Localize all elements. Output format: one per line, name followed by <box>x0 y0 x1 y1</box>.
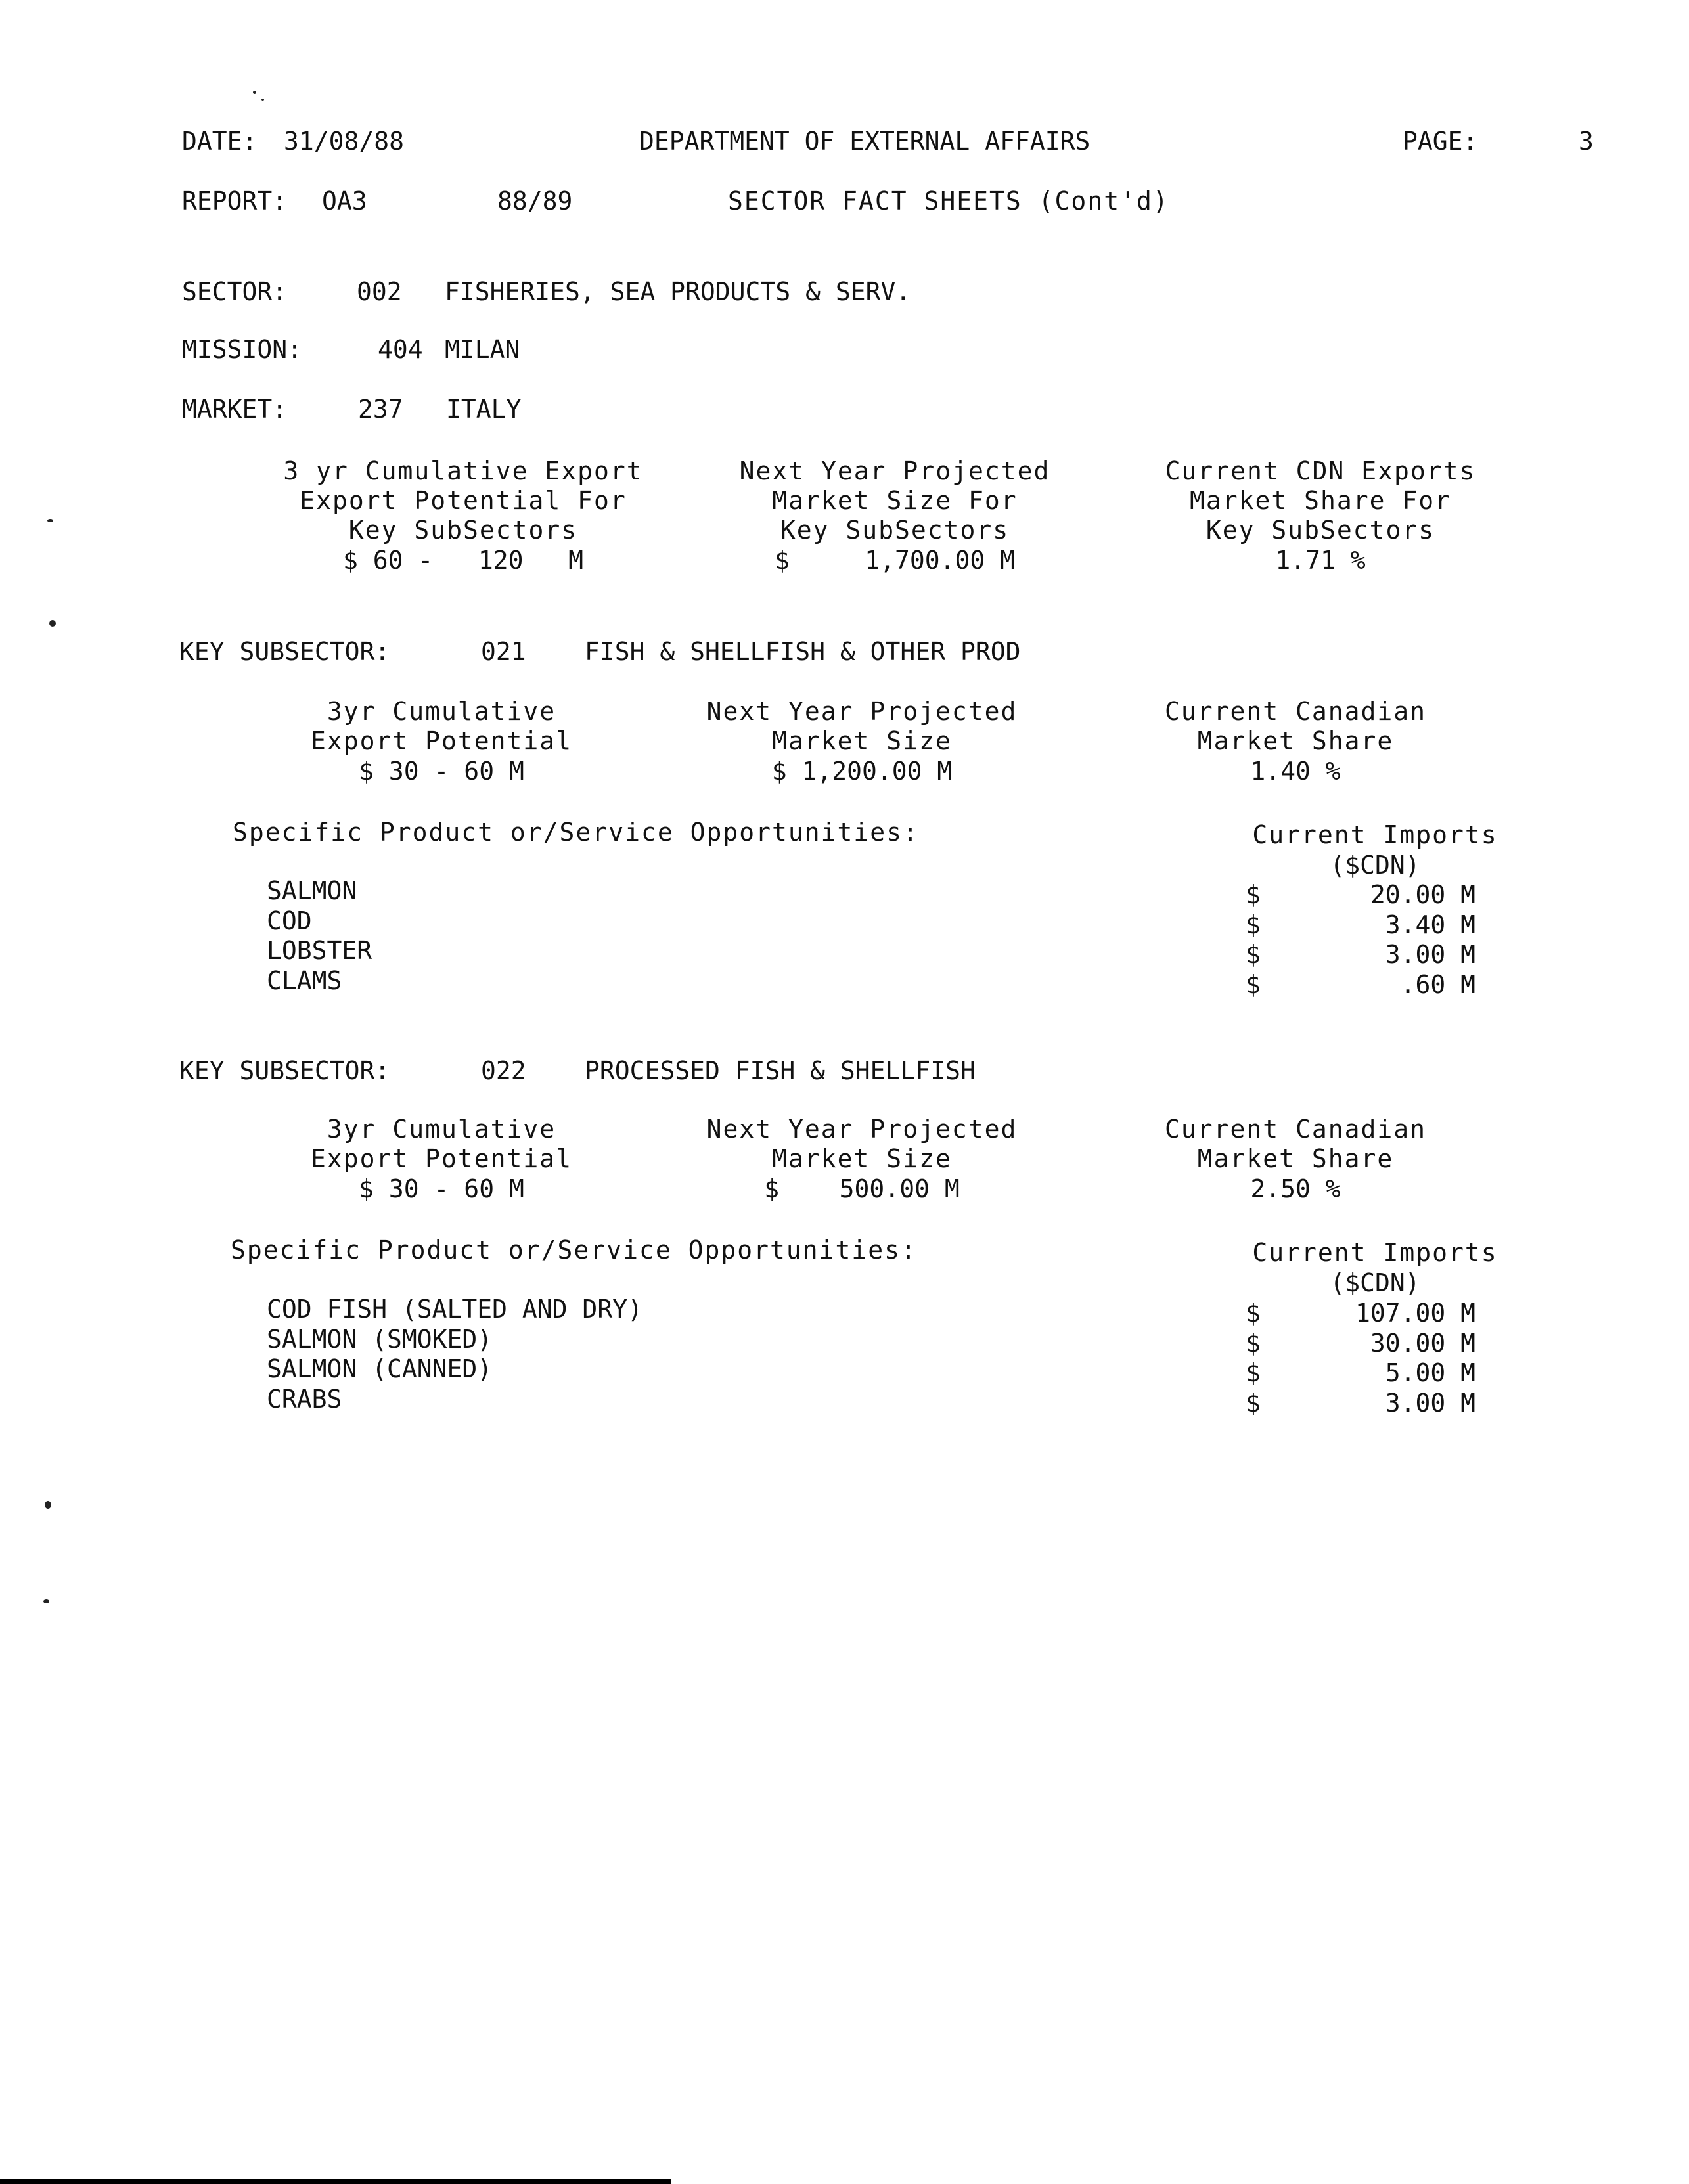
scan-edge-bar <box>0 2179 671 2184</box>
opportunities-label: Specific Product or/Service Opportunities: <box>231 1236 917 1264</box>
report-year: 88/89 <box>497 187 573 215</box>
subsector-col1-line2: Export Potential <box>310 1144 573 1173</box>
mission-code: 404 <box>378 335 423 364</box>
date-value: 31/08/88 <box>284 127 405 156</box>
product-currency: $ <box>1246 1358 1261 1387</box>
subsector-name: PROCESSED FISH & SHELLFISH <box>585 1056 976 1085</box>
subsector-col2-line2: Market Size <box>772 726 952 755</box>
scan-speck <box>43 1599 49 1603</box>
mission-name: MILAN <box>445 335 520 364</box>
subsector-col3-line2: Market Share <box>1197 726 1394 755</box>
product-currency: $ <box>1246 880 1261 909</box>
subsector-col3-line1: Current Canadian <box>1164 1115 1427 1144</box>
subsector-col1-line2: Export Potential <box>310 726 573 755</box>
market-name: ITALY <box>446 395 522 424</box>
mission-label: MISSION: <box>182 335 303 364</box>
product-name: SALMON (CANNED) <box>267 1354 493 1383</box>
subsector-col1-line1: 3yr Cumulative <box>327 697 556 726</box>
subsector-col1-value: $ 30 - 60 M <box>359 757 524 786</box>
summary-col1-value: $ 60 - 120 M <box>342 546 584 575</box>
summary-col2-line1: Next Year Projected <box>739 457 1050 485</box>
subsector-col1-value: $ 30 - 60 M <box>359 1174 524 1203</box>
subsector-col2-value: $ 500.00 M <box>764 1174 960 1203</box>
summary-col2-line3: Key SubSectors <box>780 516 1010 545</box>
sector-code: 002 <box>357 277 402 306</box>
product-amount: .60 M <box>1400 970 1475 999</box>
product-amount: 5.00 M <box>1385 1358 1475 1387</box>
scan-speck <box>253 91 256 94</box>
scan-speck <box>45 1501 51 1509</box>
summary-col3-value: 1.71 % <box>1275 546 1366 575</box>
product-currency: $ <box>1246 910 1261 939</box>
subsector-col3-value: 2.50 % <box>1250 1174 1341 1203</box>
product-currency: $ <box>1246 1299 1261 1327</box>
summary-col3-line1: Current CDN Exports <box>1165 457 1476 485</box>
report-title: SECTOR FACT SHEETS (Cont'd) <box>728 187 1169 215</box>
product-amount: 3.40 M <box>1385 910 1475 939</box>
subsector-col2-value: $ 1,200.00 M <box>771 757 953 786</box>
scan-speck <box>47 519 53 522</box>
product-amount: 30.00 M <box>1370 1329 1475 1358</box>
subsector-col3-line2: Market Share <box>1197 1144 1394 1173</box>
imports-header: Current Imports <box>1252 1238 1498 1267</box>
product-amount: 3.00 M <box>1385 940 1475 969</box>
subsector-col1-line1: 3yr Cumulative <box>327 1115 556 1144</box>
page-label: PAGE: <box>1403 127 1478 156</box>
market-code: 237 <box>358 395 403 424</box>
product-currency: $ <box>1246 970 1261 999</box>
subsector-code: 021 <box>481 637 526 666</box>
product-amount: 3.00 M <box>1385 1389 1475 1417</box>
product-name: CLAMS <box>267 966 342 995</box>
imports-header: Current Imports <box>1252 820 1498 849</box>
subsector-code: 022 <box>481 1056 526 1085</box>
product-currency: $ <box>1246 940 1261 969</box>
summary-col1-line3: Key SubSectors <box>348 516 578 545</box>
product-name: SALMON <box>267 876 357 905</box>
subsector-col3-value: 1.40 % <box>1250 757 1341 786</box>
summary-col2-value: $ 1,700.00 M <box>774 546 1016 575</box>
report-code: OA3 <box>322 187 367 215</box>
page-number: 3 <box>1579 127 1594 156</box>
product-amount: 20.00 M <box>1370 880 1475 909</box>
imports-currency-header: ($CDN) <box>1330 1268 1420 1297</box>
summary-col3-line3: Key SubSectors <box>1205 516 1435 545</box>
product-name: CRABS <box>267 1385 342 1414</box>
report-label: REPORT: <box>182 187 288 215</box>
summary-col2-line2: Market Size For <box>772 486 1018 515</box>
scan-speck <box>261 99 264 101</box>
scan-speck <box>49 620 56 627</box>
subsector-col2-line1: Next Year Projected <box>706 1115 1018 1144</box>
product-name: LOBSTER <box>267 936 372 965</box>
subsector-label: KEY SUBSECTOR: <box>179 637 390 666</box>
department-title: DEPARTMENT OF EXTERNAL AFFAIRS <box>639 127 1091 156</box>
opportunities-label: Specific Product or/Service Opportunities: <box>233 818 919 847</box>
product-amount: 107.00 M <box>1355 1299 1475 1327</box>
summary-col3-line2: Market Share For <box>1189 486 1452 515</box>
imports-currency-header: ($CDN) <box>1330 851 1420 880</box>
product-name: COD <box>267 906 312 935</box>
sector-label: SECTOR: <box>182 277 288 306</box>
subsector-label: KEY SUBSECTOR: <box>179 1056 390 1085</box>
sector-name: FISHERIES, SEA PRODUCTS & SERV. <box>445 277 911 306</box>
subsector-name: FISH & SHELLFISH & OTHER PROD <box>585 637 1021 666</box>
date-label: DATE: <box>182 127 258 156</box>
market-label: MARKET: <box>182 395 288 424</box>
subsector-col2-line1: Next Year Projected <box>706 697 1018 726</box>
product-name: COD FISH (SALTED AND DRY) <box>267 1295 642 1324</box>
summary-col1-line1: 3 yr Cumulative Export <box>283 457 643 485</box>
product-name: SALMON (SMOKED) <box>267 1325 493 1354</box>
subsector-col3-line1: Current Canadian <box>1164 697 1427 726</box>
product-currency: $ <box>1246 1389 1261 1417</box>
summary-col1-line2: Export Potential For <box>300 486 627 515</box>
product-currency: $ <box>1246 1329 1261 1358</box>
subsector-col2-line2: Market Size <box>772 1144 952 1173</box>
